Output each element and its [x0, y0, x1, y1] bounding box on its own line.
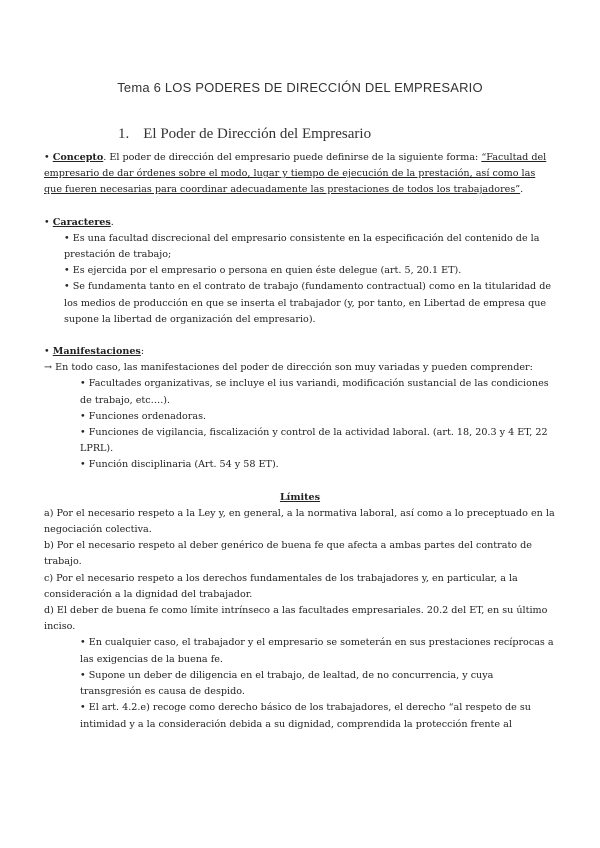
concepto-paragraph [44, 150, 556, 199]
manifestaciones-heading [44, 344, 556, 360]
manifestaciones-intro: → En todo caso, las manifestaciones del poder de dirección son muy variadas y pueden comprender: [44, 362, 533, 374]
section-title: El Poder de Dirección del Empresario [143, 126, 372, 142]
caracteres-end: . [110, 216, 114, 228]
list-item: • Es ejercida por el empresario o persona en quien éste delegue (art. 5, 20.1 ET). [64, 265, 462, 277]
list-item: • Es una facultad discrecional del empresario consistente en la especificación del contenido de la prestación de trabajo; [64, 232, 540, 261]
manifestaciones-label: Manifestaciones [52, 346, 141, 358]
list-item: • Funciones ordenadoras. [80, 410, 207, 422]
limite-item: b) Por el necesario respeto al deber genérico de buena fe que afecta a ambas partes del contrato de trabajo. [44, 540, 532, 568]
document-body [44, 150, 556, 733]
limite-item: c) Por el necesario respeto a los derechos fundamentales de los trabajadores y, en particular, a la consideración a la dignidad del trabajador. [44, 572, 518, 600]
section-number: 1. [118, 126, 130, 142]
caracteres-heading [44, 215, 556, 231]
list-item: • Se fundamenta tanto en el contrato de trabajo (fundamento contractual) como en la titularidad de los medios de producción en que se inserta el trabajador (y, por tanto, en Libertad de empresa que supone la libertad de organización del empresario). [64, 281, 552, 325]
bullet: • [44, 216, 50, 228]
list-item: • Supone un deber de diligencia en el trabajo, de lealtad, de no concurrencia, y cuya transgresión es causa de despido. [80, 669, 494, 698]
concepto-end: . [520, 184, 524, 196]
caracteres-label: Caracteres [52, 216, 111, 228]
limite-item: a) Por el necesario respeto a la Ley y, en general, a la normativa laboral, así como a lo preceptuado en la negociación colectiva. [44, 507, 555, 536]
limite-item: d) El deber de buena fe como límite intrínseco a las facultades empresariales. 20.2 del ET, en su último inciso. [44, 605, 548, 633]
concepto-label: Concepto [52, 152, 104, 163]
list-item: • Función disciplinaria (Art. 54 y 58 ET). [80, 459, 279, 471]
list-item: • Facultades organizativas, se incluye el ius variandi, modificación sustancial de las condiciones de trabajo, etc….). [80, 378, 549, 406]
section-heading [118, 126, 371, 143]
concepto-intro: . El poder de dirección del empresario puede definirse de la siguiente forma: [103, 152, 482, 163]
document-title: Tema 6 LOS PODERES DE DIRECCIÓN DEL EMPRESARIO [117, 80, 483, 95]
list-item: • El art. 4.2.e) recoge como derecho básico de los trabajadores, el derecho “al respeto de su intimidad y a la consideración debida a su dignidad, comprendida la protección frente al [80, 702, 531, 730]
manifestaciones-end: : [140, 346, 145, 358]
concepto-quote: “Facultad del empresario de dar órdenes sobre el modo, lugar y tiempo de ejecución de la prestación, así como las que fueren necesarias para coordinar adecuadamente las prestaciones de todos los trabajadores” [44, 152, 547, 196]
bullet: • [44, 346, 50, 358]
bullet: • [44, 152, 50, 163]
list-item: • En cualquier caso, el trabajador y el empresario se someterán en sus prestaciones recíprocas a las exigencias de la buena fe. [80, 637, 554, 665]
list-item: • Funciones de vigilancia, fiscalización y control de la actividad laboral. (art. 18, 20.3 y 4 ET, 22 LPRL). [80, 427, 548, 455]
limites-heading: Límites [279, 491, 321, 503]
